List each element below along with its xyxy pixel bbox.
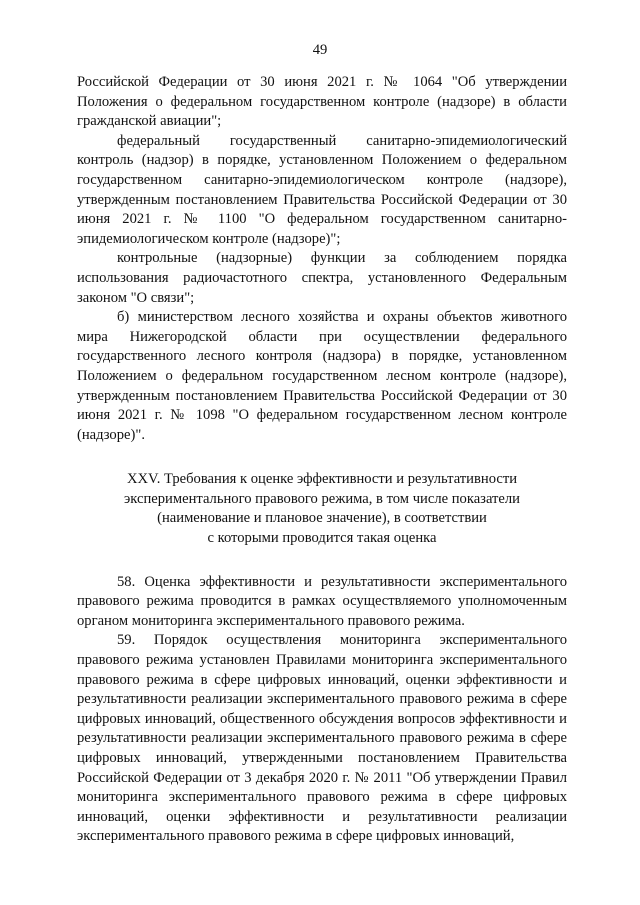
paragraph-radio-spectrum-control: контрольные (надзорные) функции за соблюдением порядка использования радиочастотного спектра, установленного Федеральным законом "О связи"; [77,250,567,306]
section-heading-line: XXV. Требования к оценке эффективности и результативности [126,471,518,488]
paragraph-aviation-control-end: Российской Федерации от 30 июня 2021 г. № 1064 "Об утверждении Положения о федеральном государственном контроле (надзоре) в области гражданской авиации"; [77,74,567,130]
paragraph-sanitary-control: федеральный государственный санитарно-эпидемиологический контроль (надзор) в порядке, установленном Положением о федеральном государственном санитарно-эпидемиологическом контроле (надзоре), утвержденным постановлением Правительства Российской Федерации от 30 июня 2021 г. № 1100 "О федеральном государственном санитарно-эпидемиологическом контроле (надзоре)"; [77,132,567,247]
section-heading-line: с которыми проводится такая оценка [207,530,437,547]
section-heading-line: (наименование и плановое значение), в соответствии [157,510,487,527]
paragraph-59: 59. Порядок осуществления мониторинга экспериментального правового режима установлен Правилами мониторинга экспериментального правового режима в сфере цифровых инноваций, оценки эффективности и результативности реализации экспериментального правового режима в сфере цифровых инноваций, общественного обсуждения вопросов эффективности и результативности реализации экспериментального правового режима в сфере цифровых инноваций, утвержденными постановлением Правительства Российской Федерации от 3 декабря 2020 г. № 2011 "Об утверждении Правил мониторинга экспериментального правового режима в сфере цифровых инноваций, оценки эффективности и результативности реализации экспериментального правового режима в сфере цифровых инноваций, [77,632,567,845]
page-number: 49 [312,42,328,58]
document-body [77,73,567,847]
section-heading-line: экспериментального правового режима, в том числе показатели [124,490,520,507]
section-heading-xxv [77,470,567,548]
paragraph-58: 58. Оценка эффективности и результативности экспериментального правового режима проводится в рамках осуществляемого уполномоченным органом мониторинга экспериментального правового режима. [77,573,567,629]
paragraph-forest-control: б) министерством лесного хозяйства и охраны объектов животного мира Нижегородской области при осуществлении федерального государственного лесного контроля (надзора) в порядке, установленном Положением о федеральном государственном лесном контроле (надзоре), утвержденным постановлением Правительства Российской Федерации от 30 июня 2021 г. № 1098 "О федеральном государственном лесном контроле (надзоре)". [77,309,567,443]
